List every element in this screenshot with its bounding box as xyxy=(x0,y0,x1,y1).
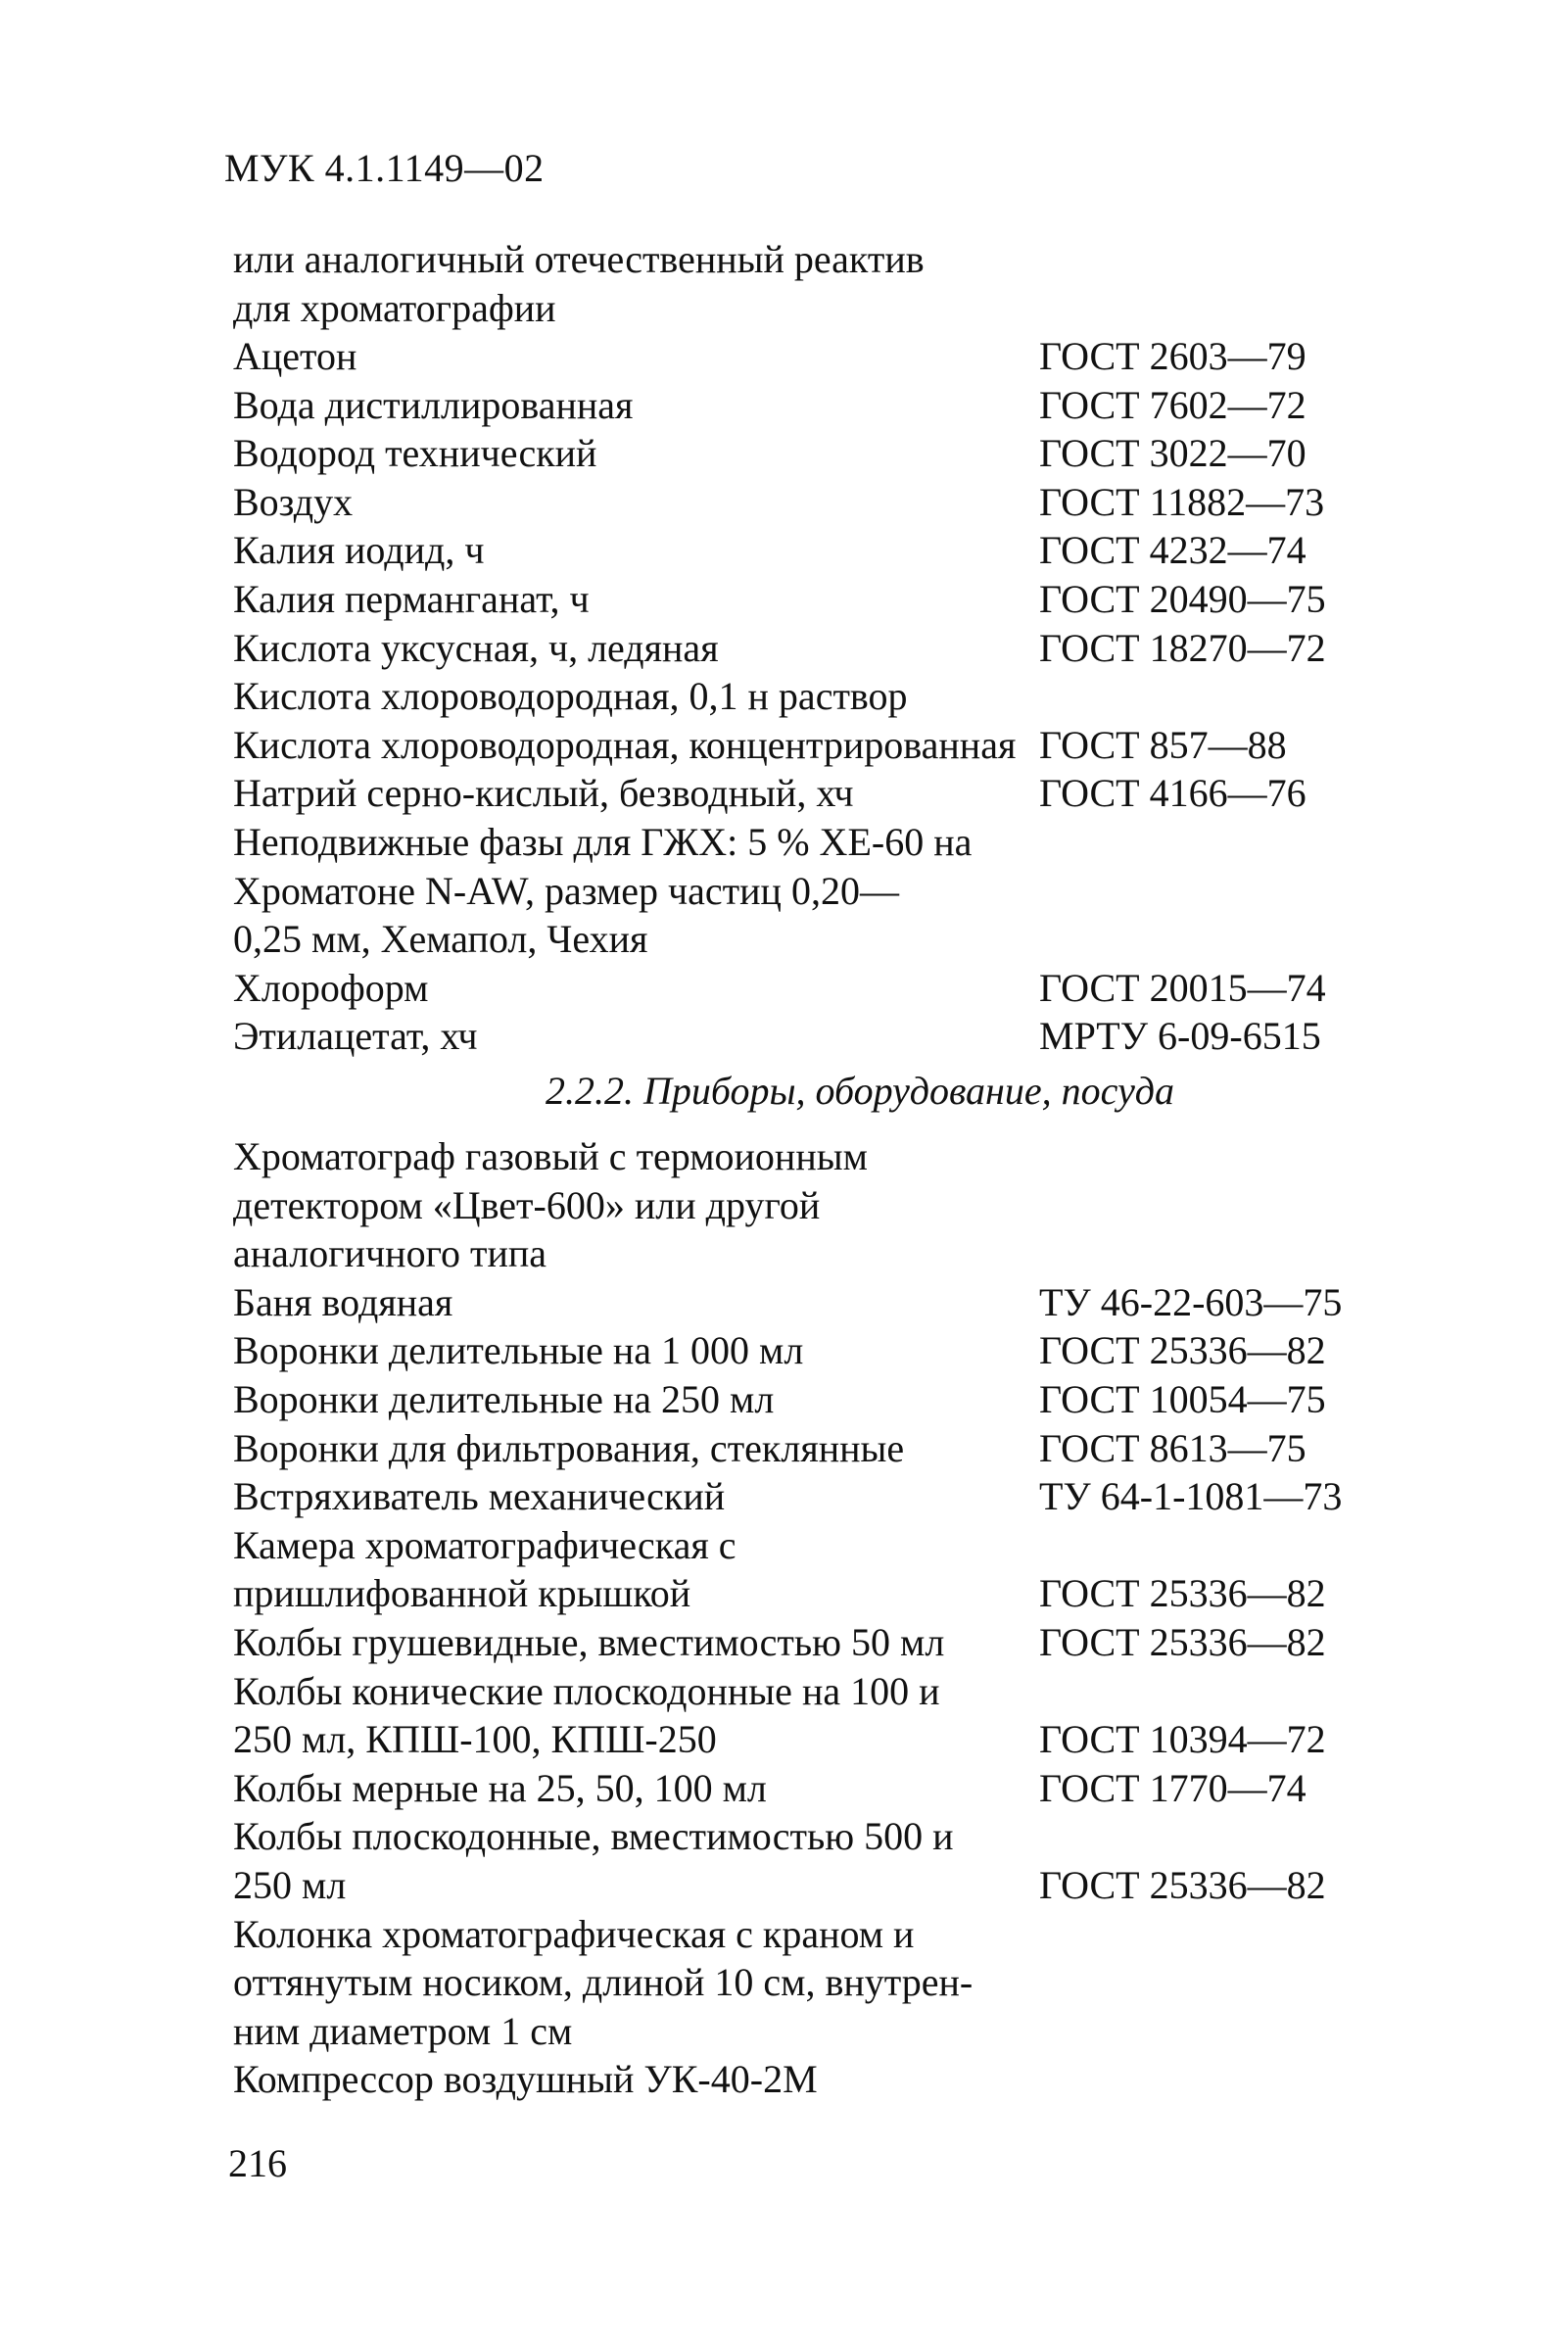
list-item xyxy=(233,1521,1389,1570)
item-name: Колбы мерные на 25, 50, 100 мл xyxy=(233,1765,767,1810)
item-name: Ацетон xyxy=(233,334,357,378)
list-item xyxy=(233,526,1389,575)
list-item xyxy=(233,1861,1389,1910)
list-item xyxy=(233,332,1389,381)
item-standard: ГОСТ 18270—72 xyxy=(1039,625,1326,670)
item-name: Воронки делительные на 250 мл xyxy=(233,1376,775,1421)
item-standard: ГОСТ 3022—70 xyxy=(1039,431,1307,476)
item-name: Калия перманганат, ч xyxy=(233,576,590,621)
intro-line: для хроматографии xyxy=(233,285,556,330)
item-name: Водород технический xyxy=(233,431,597,476)
item-name: Хлороформ xyxy=(233,965,429,1010)
item-standard: ГОСТ 25336—82 xyxy=(1039,1571,1326,1616)
list-item xyxy=(233,1375,1389,1424)
list-item xyxy=(233,1278,1389,1327)
list-item xyxy=(233,478,1389,527)
item-standard: ГОСТ 25336—82 xyxy=(1039,1619,1326,1664)
list-item xyxy=(233,1181,1389,1230)
item-name: Кислота хлороводородная, концентрированная xyxy=(233,722,1017,767)
item-name: детектором «Цвет-600» или другой xyxy=(233,1182,821,1227)
list-item xyxy=(233,818,1389,867)
document-code-header: МУК 4.1.1149—02 xyxy=(224,146,545,190)
item-name: Воронки для фильтрования, стеклянные xyxy=(233,1425,905,1470)
list-item xyxy=(233,769,1389,818)
item-name: Воронки делительные на 1 000 мл xyxy=(233,1328,804,1373)
item-name: Колбы грушевидные, вместимостью 50 мл xyxy=(233,1619,945,1664)
item-name: аналогичного типа xyxy=(233,1231,547,1276)
list-item xyxy=(233,672,1389,721)
item-name: Колбы конические плоскодонные на 100 и xyxy=(233,1668,940,1713)
item-name: ним диаметром 1 см xyxy=(233,2008,573,2053)
item-name: Кислота уксусная, ч, ледяная xyxy=(233,625,719,670)
item-name: Натрий серно-кислый, безводный, хч xyxy=(233,771,854,816)
item-name: Этилацетат, хч xyxy=(233,1014,478,1059)
item-name: Хроматограф газовый с термоионным xyxy=(233,1134,868,1178)
item-standard: ГОСТ 25336—82 xyxy=(1039,1862,1326,1907)
item-standard: ГОСТ 7602—72 xyxy=(1039,382,1307,427)
item-name: 250 мл xyxy=(233,1862,347,1907)
item-name: Компрессор воздушный УК-40-2М xyxy=(233,2057,818,2102)
intro-line: или аналогичный отечественный реактив xyxy=(233,237,925,281)
list-item xyxy=(233,1667,1389,1716)
item-name: пришлифованной крышкой xyxy=(233,1571,691,1616)
list-item xyxy=(233,575,1389,624)
list-item xyxy=(233,1618,1389,1667)
intro-text xyxy=(233,235,1389,332)
list-item xyxy=(233,429,1389,478)
item-standard: ГОСТ 4166—76 xyxy=(1039,771,1307,816)
item-name: Встряхиватель механический xyxy=(233,1474,726,1519)
list-item xyxy=(233,1958,1389,2007)
item-standard: ГОСТ 10394—72 xyxy=(1039,1717,1326,1762)
item-name: Калия иодид, ч xyxy=(233,528,485,573)
list-item xyxy=(233,1326,1389,1375)
item-standard: ГОСТ 20490—75 xyxy=(1039,576,1326,621)
list-item xyxy=(233,1910,1389,1959)
item-standard: ГОСТ 11882—73 xyxy=(1039,479,1325,524)
item-standard: ГОСТ 8613—75 xyxy=(1039,1425,1307,1470)
item-name: оттянутым носиком, длиной 10 см, внутрен- xyxy=(233,1960,974,2005)
item-name: Камера хроматографическая с xyxy=(233,1522,736,1567)
list-item xyxy=(233,721,1389,770)
item-name: Колонка хроматографическая с краном и xyxy=(233,1911,915,1956)
list-item xyxy=(233,1472,1389,1521)
list-item xyxy=(233,1424,1389,1473)
list-item xyxy=(233,624,1389,673)
list-item xyxy=(233,867,1389,916)
equipment-list xyxy=(233,1132,1389,2104)
item-standard: ГОСТ 1770—74 xyxy=(1039,1765,1307,1810)
list-item xyxy=(233,1569,1389,1618)
list-item xyxy=(233,1764,1389,1813)
list-item xyxy=(233,1812,1389,1861)
item-standard: ГОСТ 857—88 xyxy=(1039,722,1287,767)
item-standard: МРТУ 6-09-6515 xyxy=(1039,1014,1321,1059)
item-standard: ГОСТ 2603—79 xyxy=(1039,334,1307,378)
item-standard: ГОСТ 20015—74 xyxy=(1039,965,1326,1010)
item-name: Кислота хлороводородная, 0,1 н раствор xyxy=(233,674,908,719)
item-name: Хроматоне N-AW, размер частиц 0,20— xyxy=(233,868,899,913)
item-name: Баня водяная xyxy=(233,1279,453,1324)
item-name: Неподвижные фазы для ГЖХ: 5 % ХЕ-60 на xyxy=(233,819,973,864)
list-item xyxy=(233,1229,1389,1278)
item-standard: ТУ 64-1-1081—73 xyxy=(1039,1474,1343,1519)
list-item xyxy=(233,964,1389,1013)
reagents-list xyxy=(233,332,1389,1061)
section-title: 2.2.2. Приборы, оборудование, посуда xyxy=(545,1069,1174,1113)
list-item xyxy=(233,1715,1389,1764)
item-standard: ТУ 46-22-603—75 xyxy=(1039,1279,1343,1324)
item-name: Воздух xyxy=(233,479,354,524)
list-item xyxy=(233,915,1389,964)
item-name: 0,25 мм, Хемапол, Чехия xyxy=(233,917,648,962)
item-standard: ГОСТ 25336—82 xyxy=(1039,1328,1326,1373)
list-item xyxy=(233,1012,1389,1061)
page-number: 216 xyxy=(228,2141,287,2185)
item-name: Колбы плоскодонные, вместимостью 500 и xyxy=(233,1814,954,1859)
item-name: Вода дистиллированная xyxy=(233,382,634,427)
item-name: 250 мл, КПШ-100, КПШ-250 xyxy=(233,1717,717,1762)
list-item xyxy=(233,381,1389,430)
list-item xyxy=(233,2055,1389,2104)
list-item xyxy=(233,1132,1389,1181)
item-standard: ГОСТ 10054—75 xyxy=(1039,1376,1326,1421)
item-standard: ГОСТ 4232—74 xyxy=(1039,528,1307,573)
list-item xyxy=(233,2007,1389,2056)
